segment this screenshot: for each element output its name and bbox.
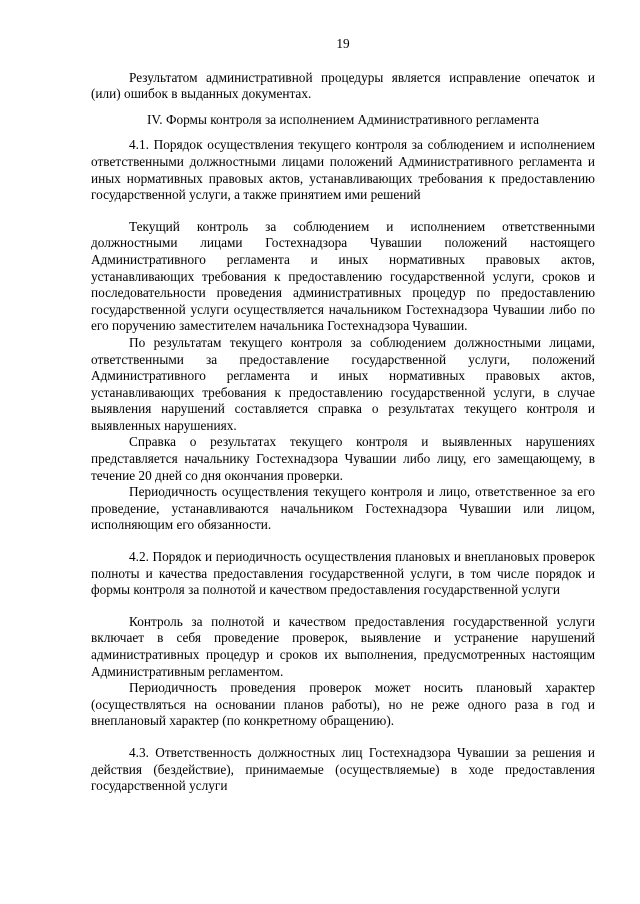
subsection-heading-4-2: 4.2. Порядок и периодичность осуществления плановых и внеплановых проверок полноты и качества предоставления государственной услуги, в том числе порядок и формы контроля за полнотой и качеством предоставления государственной услуги <box>91 549 595 598</box>
paragraph-control-results: По результатам текущего контроля за соблюдением должностными лицами, ответственными за предоставление государственной услуги, положений Административного регламента и иных нормативных правовых актов, устанавливающих требования к предоставлению государственной услуги, в случае выявления нарушений составляется справка о результатах текущего контроля и выявленных нарушениях. <box>91 334 595 433</box>
paragraph-periodicity: Периодичность осуществления текущего контроля и лицо, ответственное за его проведение, устанавливаются начальником Гостехнадзора Чувашии или лицом, исполняющим его обязанности. <box>91 484 595 533</box>
paragraph-result: Результатом административной процедуры является исправление опечаток и (или) ошибок в выданных документах. <box>91 69 595 102</box>
paragraph-quality-control: Контроль за полнотой и качеством предоставления государственной услуги включает в себя проведение проверок, выявление и устранение нарушений административных процедур и сроков их выполнения, предусмотренных настоящим Административным регламентом. <box>91 613 595 679</box>
paragraph-current-control: Текущий контроль за соблюдением и исполнением ответственными должностными лицами Гостехнадзора Чувашии положений настоящего Административного регламента и иных нормативных правовых актов, устанавливающих требования к предоставлению государственной услуги, сроков и последовательности проведения административных процедур по предоставлению государственной услуги осуществляется начальником Гостехнадзора Чувашии либо по его поручению заместителем начальника Гостехнадзора Чувашии. <box>91 218 595 334</box>
page-number: 19 <box>336 36 350 51</box>
section-heading-iv: IV. Формы контроля за исполнением Административного регламента <box>146 111 540 127</box>
paragraph-report: Справка о результатах текущего контроля и выявленных нарушениях представляется начальнику Гостехнадзора Чувашии либо лицу, его замещающему, в течение 20 дней со дня окончания проверки. <box>91 434 595 483</box>
subsection-heading-4-3: 4.3. Ответственность должностных лиц Гостехнадзора Чувашии за решения и действия (бездействие), принимаемые (осуществляемые) в ходе предоставления государственной услуги <box>91 744 595 794</box>
document-page <box>91 36 595 795</box>
subsection-heading-4-1: 4.1. Порядок осуществления текущего контроля за соблюдением и исполнением ответственными должностными лицами положений Административного регламента и иных нормативных правовых актов, устанавливающих требования к предоставлению государственной услуги, а также принятием ими решений <box>91 137 595 203</box>
paragraph-inspection-frequency: Периодичность проведения проверок может носить плановый характер (осуществляться на основании планов работы), но не реже одного раза в год и внеплановый характер (по конкретному обращению). <box>91 680 595 729</box>
